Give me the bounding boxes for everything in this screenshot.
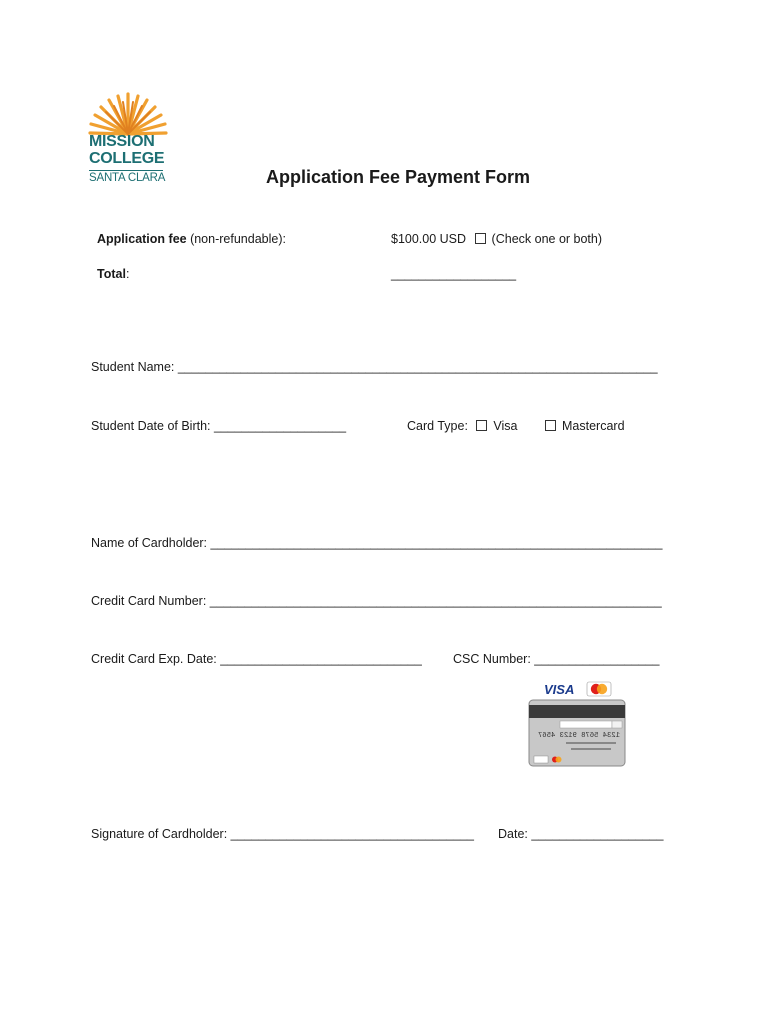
cardholder-row: [91, 535, 662, 551]
student-name-label: Student Name:: [91, 360, 178, 374]
fee-row: [97, 231, 286, 247]
total-colon: :: [125, 267, 130, 281]
exp-date-row: [91, 651, 422, 667]
fee-note: (non-refundable):: [186, 232, 286, 246]
logo-line-2: COLLEGE: [89, 150, 165, 167]
dob-label: Student Date of Birth:: [91, 419, 214, 433]
card-number-label: Credit Card Number:: [91, 594, 210, 608]
dob-field[interactable]: ___________________: [214, 419, 347, 433]
total-row: [97, 266, 129, 282]
cardholder-label: Name of Cardholder:: [91, 536, 211, 550]
mastercard-checkbox[interactable]: [545, 420, 556, 431]
logo-line-3: SANTA CLARA: [89, 172, 166, 184]
fee-checkbox[interactable]: [475, 233, 486, 244]
signature-field[interactable]: ___________________________________: [230, 827, 474, 841]
fee-check-note: (Check one or both): [491, 232, 603, 246]
logo-divider: [89, 170, 163, 171]
csc-label: CSC Number:: [453, 652, 535, 666]
fee-label: Application fee: [97, 232, 187, 246]
student-name-row: [91, 359, 658, 375]
visa-checkbox[interactable]: [476, 420, 487, 431]
card-number-mirror-text: 1234 5678 9123 4567: [538, 732, 620, 740]
total-field[interactable]: __________________: [391, 267, 517, 281]
student-name-field[interactable]: _____________________________________________________________________: [177, 360, 658, 374]
visa-logo-text: VISA: [544, 682, 575, 697]
fee-amount-row: [391, 231, 602, 247]
college-logo: [88, 90, 168, 190]
logo-line-1: MISSION: [89, 133, 155, 150]
sunburst-icon: [88, 90, 168, 136]
mastercard-option: [545, 418, 625, 434]
fee-amount: $100.00 USD: [391, 232, 467, 246]
dob-row: [91, 418, 346, 434]
visa-option-label: Visa: [493, 419, 518, 433]
date-row: [498, 826, 663, 842]
date-label: Date:: [498, 827, 532, 841]
csc-field[interactable]: __________________: [534, 652, 660, 666]
date-field[interactable]: ___________________: [531, 827, 664, 841]
mastercard-option-label: Mastercard: [562, 419, 625, 433]
cardholder-field[interactable]: _________________________________________________________________: [210, 536, 663, 550]
card-back-illustration: [526, 678, 628, 768]
card-type-label: Card Type:: [407, 419, 468, 433]
signature-row: [91, 826, 474, 842]
exp-date-label: Credit Card Exp. Date:: [91, 652, 221, 666]
card-number-field[interactable]: _________________________________________________________________: [209, 594, 662, 608]
form-title: Application Fee Payment Form: [266, 167, 531, 187]
csc-row: [453, 651, 659, 667]
mastercard-logo-icon: [587, 682, 611, 696]
card-type-row: [407, 418, 518, 434]
signature-label: Signature of Cardholder:: [91, 827, 231, 841]
card-number-row: [91, 593, 662, 609]
total-label: Total: [97, 267, 126, 281]
exp-date-field[interactable]: _____________________________: [220, 652, 422, 666]
